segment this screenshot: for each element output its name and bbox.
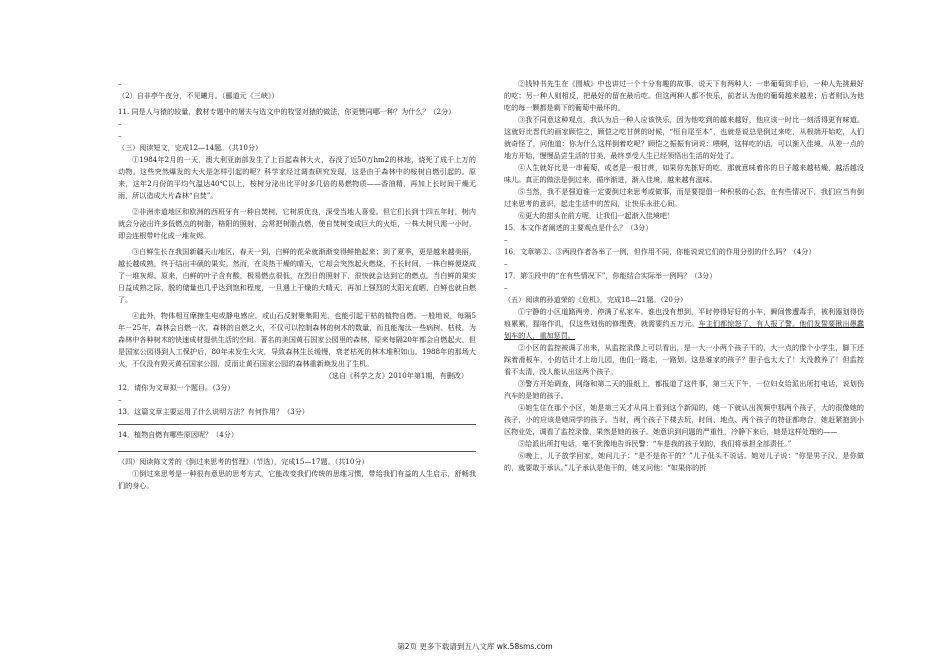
answer-line: – — [504, 283, 508, 292]
answer-rule — [118, 443, 476, 452]
answer-line: – — [118, 79, 122, 88]
answer-line: – — [504, 235, 508, 244]
paragraph-3: ③白鲜生长在我国新疆天山地区，春天一到，白鲜的花朵就渐渐变得鲜艳起来；到了夏季，更是越来越美丽，越长越成熟，终于结出丰硕的果实。然而，在炎热干燥的晴天，它却会突然起火燃烧，不长时间，一株白鲜便烧成了一堆灰烬。原来，白鲜的叶子含有酸，极易燃点很低，在烈日的照射下，很快就会达到它的燃点。当白鲜的果实日益成熟之际，脱的储量也几乎达到饱和程度，一旦遇上干燥的大晴天，再加上强烈的太阳光直晒，白鲜也就自燃了。 — [118, 247, 476, 304]
paragraph-4: ④此外，物体相互摩擦生电或静电感应，或山石反射聚集阳光，也能引起干枯的植物自燃。一般地说，每隔5年－25年，森林会自燃一次，森林的自燃之火，不仅可以控制森林的树木的数量，而且能淘汰一些病树、枯枝，为森林中各种树木的快速成材提供生活的空间。著名的美国黄石国家公园里的森林，原来每隔20年都会自燃起火，但是国家公园得到人工保护后，80年未发生火灾，导致森林生长缓慢，衰老枯死的林木堆积如山。1988年的那场大火，不仅没有毁灭黄石国家公园，反而让黄石国家公园的森林重新焕发出了生机。 — [118, 311, 476, 368]
question-10-item: （2）自非亭午夜分，不见曦月。（郦道元《三峡》） — [118, 91, 279, 100]
answer-rule — [118, 418, 476, 425]
left-column — [118, 78, 476, 492]
underlined-sentence: 车主们都惊怒了，有人报了警。他们发誓要揪出愚蠢划车的人，重加惩罚。 — [504, 319, 865, 340]
paragraph-9: ⑤当然，我不是强迫谁一定要倒过来思考或做事，而是要提倡一种积极的心态，在有些情况下，我们应当有倒过来思考的意识，起走生活中的苦闷，让快乐永驻心间。 — [504, 187, 864, 208]
paragraph-13: ③警方开始调查，网络和第二天的报纸上，都报道了这件事，第三天下午，一位妇女给派出所打电话，说划伤汽车的是她的孩子。 — [504, 379, 864, 400]
answer-line: – — [118, 131, 122, 140]
section-4-title: （四）阅读陈文芳的《倒过来思考的哲理》（节选），完成15—17题。（共10分） — [118, 457, 369, 466]
section-5-title: （五）阅读的孙道荣的《危机》，完成18—21题。（20分） — [504, 295, 688, 304]
paragraph-11-text: ①宁静的小区道路两旁，停满了私家车。谁也没有想到，平时停得好好的小车，瞬间惨遭毒手，被利器划得伤痕累累，猩咯作讥，仅这些划伤的修理费，就需要约五万元。 — [504, 307, 864, 328]
paragraph-8: ④人生就好比是一串葡萄，或者是一根甘蔗，如果你先拣好的吃，那就意味着你的日子越来越枯燥，越活越没味儿。真正的做法是倒过来，循序渐进，渐入佳境，越来越有滋味。 — [504, 163, 864, 184]
right-column — [504, 78, 864, 474]
question-14: 14．植物自燃有哪些原因呢？（4分） — [118, 430, 238, 439]
paragraph-16: ⑥晚上，儿子放学回家，她问儿子：“是不是你干的？”儿子低头不说话。她对儿子说：“你是男子汉，是你做的，就要敢于承认。”儿子承认是他干的，她又问他：“如果你的折 — [504, 451, 864, 472]
paragraph-6: ②钱钟书先生在《围城》中也讲过一个十分有趣的故事，说天下有两种人：一串葡萄到手后，一种人先挑最好的吃；另一种人则相反，把最好的留在最后吃。但这两种人都不快乐，前者认为他的葡萄越来越差；后者则认为他吃的每一颗都是剩下的葡萄中最坏的。 — [504, 79, 864, 112]
paragraph-11 — [504, 306, 864, 342]
paragraph-14: ④她生住在那个小区，她是第三天才从同上看到这个新闻的，她一下就认出视频中那两个孩子，大的很像她的孩子，小的应该是她同学的孩子。当时，两个孩子下楼去玩，时间、地点、两个孩子的特征都吻合，她赶紧抱到小区物业处，调看了监控录像，果然是她的孩子。她意识到问题的严重性，冷静下来后，她是这样处理的—— — [504, 403, 864, 436]
question-15: 15．本文作者阐述的主要观点是什么？（3分） — [504, 223, 653, 232]
paragraph-2: ②非洲赤道地区和欧洲的西班牙有一种自焚树，它树质优良，深受当地人喜爱。但它们长到十四五年时，树内就会分泌出许多低燃点的树脂，格阳的照射，会常把树脂点燃，使自焚树变成巨大的火炬，一株大树只需一小时，即会连根带叶化成一堆灰烬。 — [118, 207, 476, 240]
section-3-title: （三）阅读短文，完成12—14题。（共10分） — [118, 143, 263, 152]
question-13: 13．这篇文章主要运用了什么说明方法？有何作用？（3分） — [118, 407, 309, 416]
paragraph-12: ②小区的监控被调了出来，从监控录像上可以看出，是一大一小两个孩子干的，大一点的像个小学生，脚下还踩着滑板车，小的估计才上幼儿园，他们一路走，一路划，这是谁家的孩子？胆子也太大了！太没教养了！但监控看不太清，没人能认出这两个孩子。 — [504, 343, 864, 376]
paragraph-1: ①1984年2月的一天，澳大利亚南部发生了上百起森林大火，吞没了近50万hm2的林地，烧死了成千上万的动物。这些突然爆发的大火是怎样引起的呢？科学家经过调查研究发现，这是由于森林中的桉树自燃引起的。原来，这年2月份的平均气温达40℃以上，桉树分泌出比平时多几倍的易燃物质——香油精，再加上长时间干燥无雨，所以造成大片森林“自焚”。 — [118, 155, 476, 200]
paragraph-15: ⑤给派出所打电话，毫不犹豫地告诉民警：“车是我的孩子划的，我们将承担全部责任。” — [518, 439, 792, 448]
question-17: 17．第⑤段中的“在有些情况下”，你能结合实际举一例吗？（3分） — [504, 271, 717, 280]
paragraph-7: ③我不同意这种观点，我认为后一种人应该快乐，因为他吃到的越来越好，他应该一时比一刻活得更有味道。这就好比晋代的画家顾恺之，顾恺之吃甘蔗的时候，“恒自尾至本”，也就是说总是倒过来吃，从根端开始吃，人们就奇怪了，问他道：你为什么这样倒着吃呢？顾恺之振振有词说：喂啊，这样吃的话，可以渐入佳境，从差一点的地方开始，慢慢品尝生活的甘美，最终享受人生已经领悟出生活的好处了。 — [504, 115, 864, 160]
question-16: 16．文章第②、③两段作者各举了一例，但作用不同，你能说说它们的作用分别的什么吗？（4分） — [504, 247, 816, 256]
answer-line: – — [118, 119, 122, 128]
paragraph-5: ①倒过来思考是一种很有意思的思考方式，它能改变我们传统的思维习惯，带给我们有益的人生启示，舒畅我们的身心。 — [118, 469, 476, 490]
answer-line: – — [504, 259, 508, 268]
page-footer: 第2页 更多下载请到五八文库 wk.58sms.com — [397, 642, 553, 651]
source-citation: （选自《科学之友》2010年第1期，有删改） — [324, 371, 468, 380]
paragraph-10: ⑥更大的甜头在前方呢，让我们一起渐入佳境吧！ — [518, 211, 675, 220]
question-11: 11. 同是人与猿的较量，教材专题中的屠夫与选文中的牧竖对猿的做法，你更赞同哪一种？为什么？（2分） — [118, 107, 456, 116]
answer-line: – — [118, 395, 122, 404]
question-12: 12．请你为文章拟一个题目。（3分） — [118, 383, 235, 392]
